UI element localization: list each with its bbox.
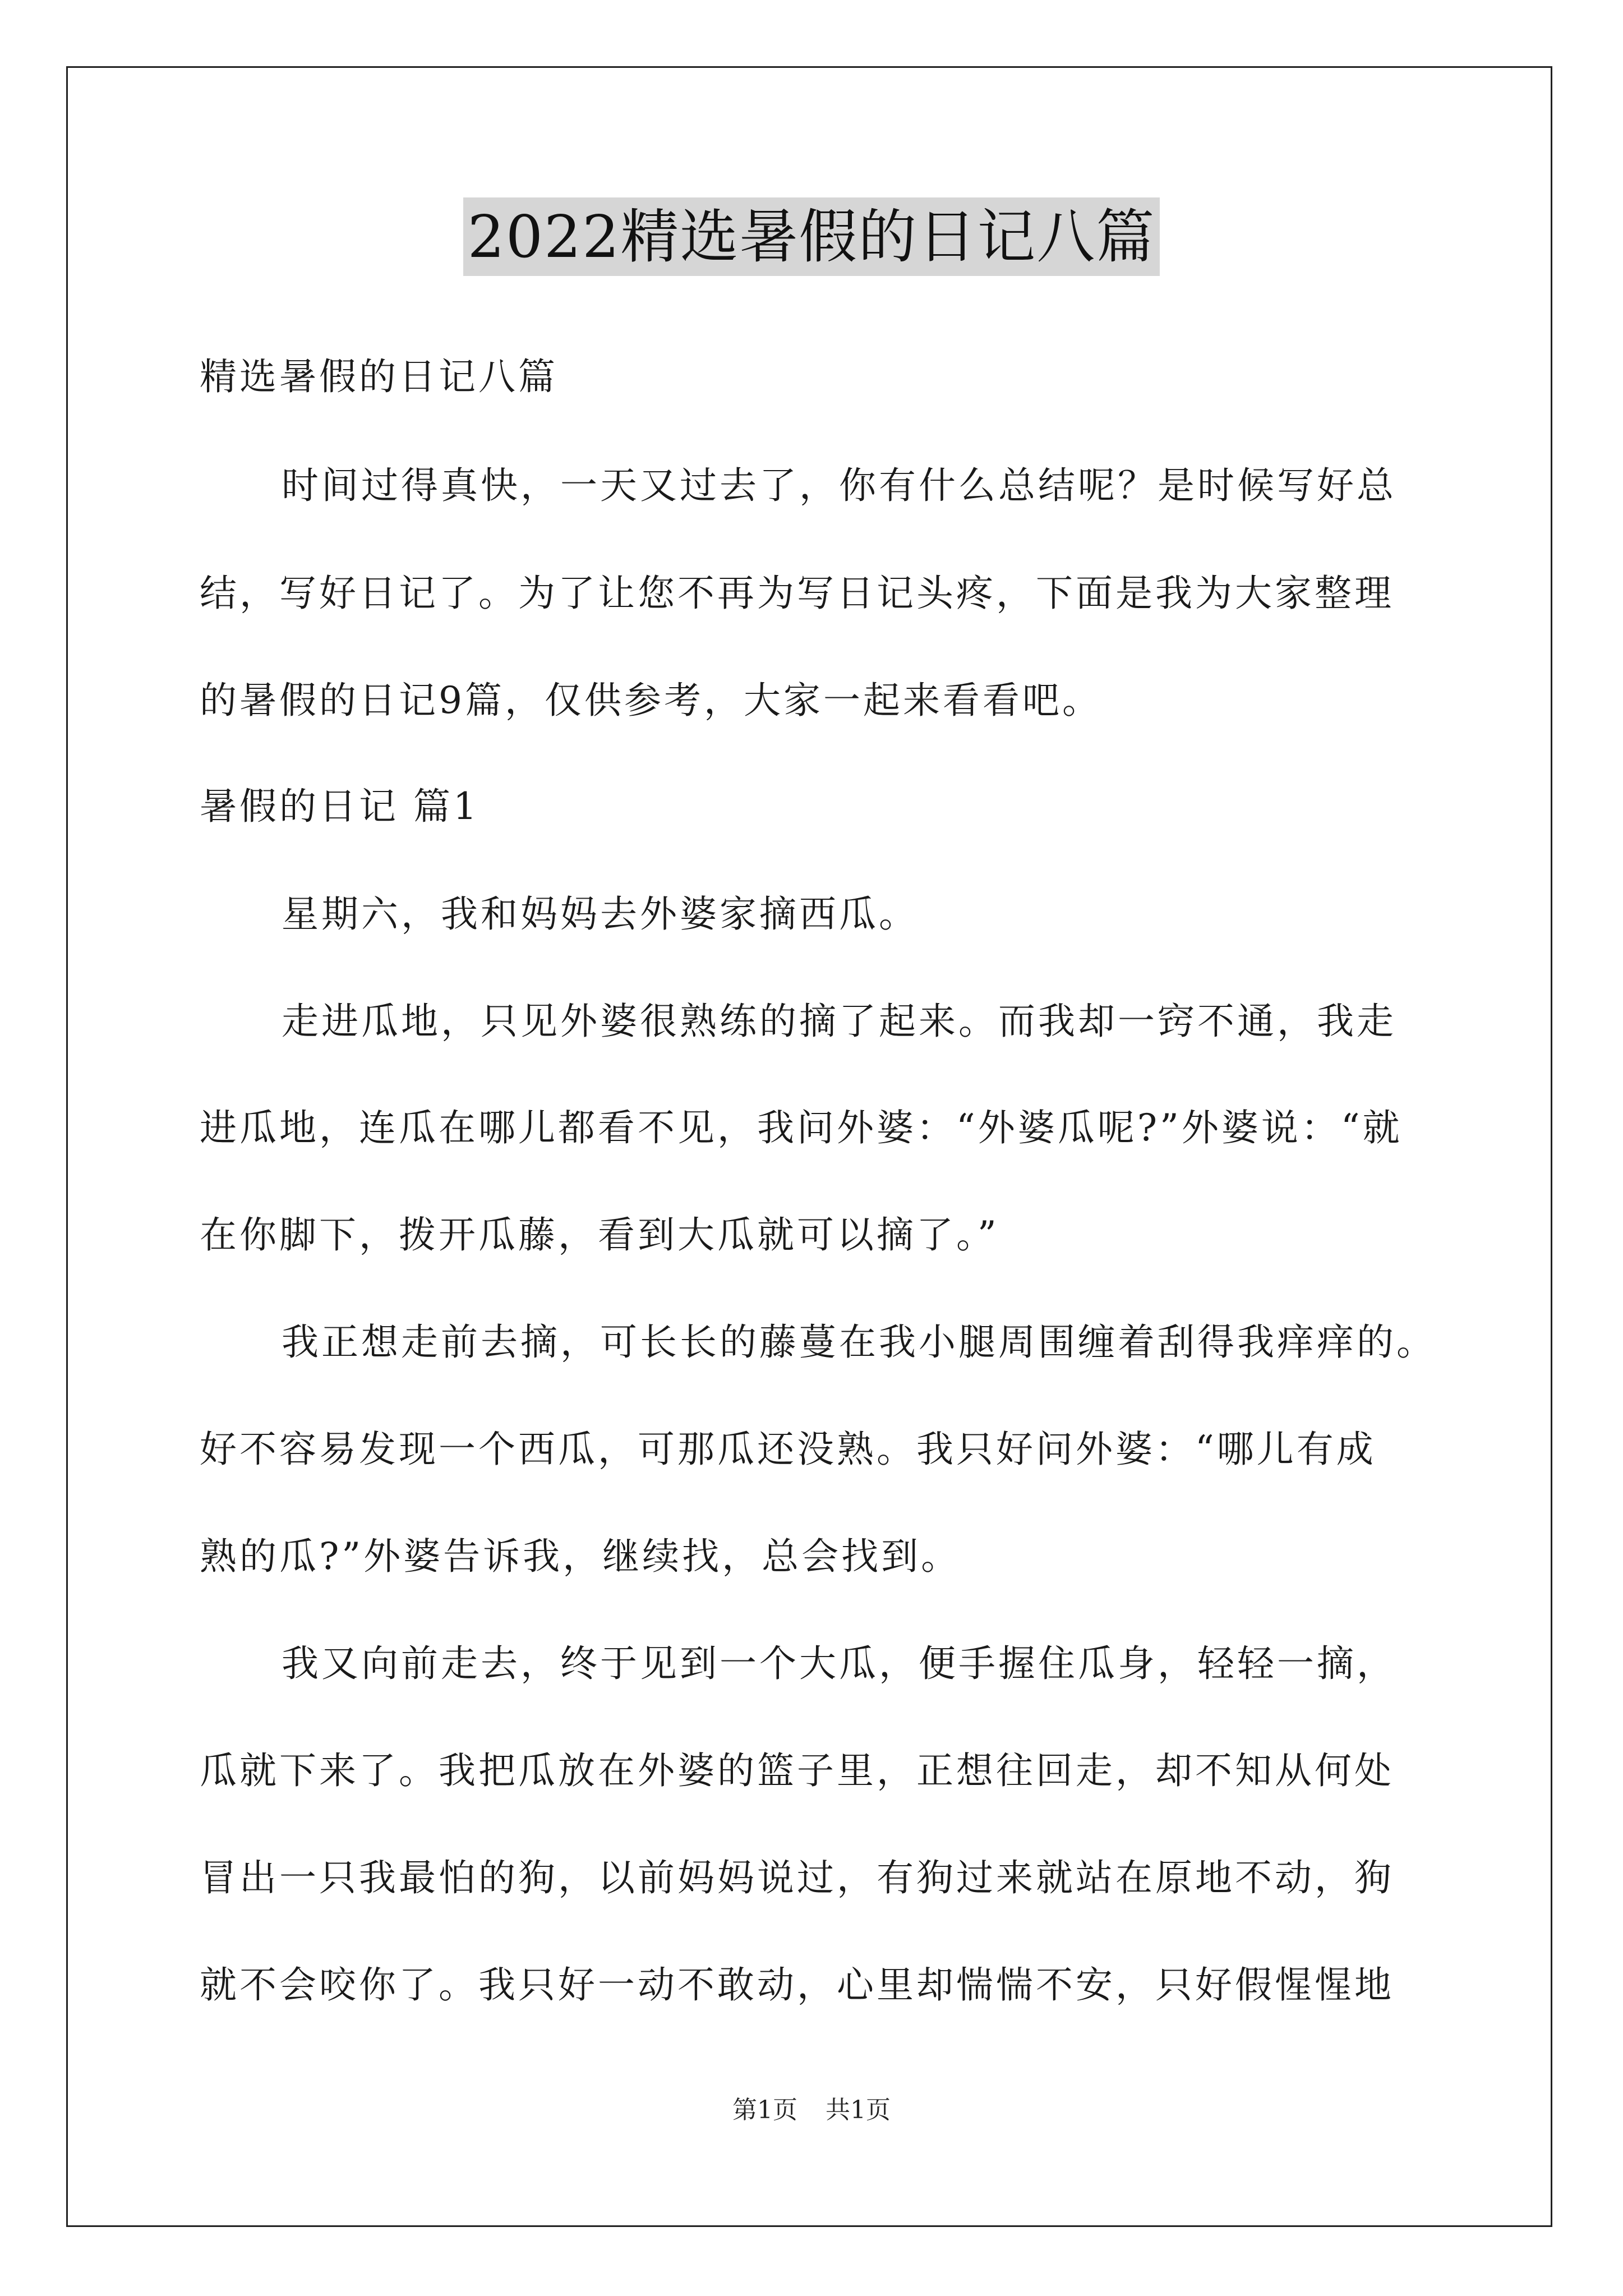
paragraph-line: 瓜就下来了。我把瓜放在外婆的篮子里，正想往回走，却不知从何处	[200, 1749, 1394, 1792]
title-area	[0, 197, 1623, 276]
paragraph-line: 进瓜地，连瓜在哪儿都看不见，我问外婆：“外婆瓜呢?”外婆说：“就	[200, 1106, 1403, 1149]
paragraph-line: 冒出一只我最怕的狗，以前妈妈说过，有狗过来就站在原地不动，狗	[200, 1856, 1394, 1899]
document-title: 2022精选暑假的日记八篇	[463, 197, 1160, 276]
paragraph-line: 的暑假的日记9篇，仅供参考，大家一起来看看吧。	[200, 679, 1102, 722]
paragraph-line: 熟的瓜?”外婆告诉我，继续找，总会找到。	[200, 1535, 961, 1578]
page-total: 共1页	[826, 2096, 891, 2124]
paragraph-line: 我正想走前去摘，可长长的藤蔓在我小腿周围缠着刮得我痒痒的。	[282, 1320, 1436, 1364]
paragraph-line: 就不会咬你了。我只好一动不敢动，心里却惴惴不安，只好假惺惺地	[200, 1963, 1394, 2007]
paragraph-line: 结，写好日记了。为了让您不再为写日记头疼，下面是我为大家整理	[200, 572, 1394, 615]
paragraph-line: 时间过得真快，一天又过去了，你有什么总结呢？是时候写好总	[282, 464, 1396, 507]
paragraph-line: 我又向前走去，终于见到一个大瓜，便手握住瓜身，轻轻一摘，	[282, 1642, 1396, 1685]
paragraph-line: 走进瓜地，只见外婆很熟练的摘了起来。而我却一窍不通，我走	[282, 1000, 1396, 1043]
paragraph-line: 星期六，我和妈妈去外婆家摘西瓜。	[282, 892, 919, 936]
paragraph-line: 好不容易发现一个西瓜，可那瓜还没熟。我只好问外婆：“哪儿有成	[200, 1428, 1376, 1471]
section-heading: 暑假的日记 篇1	[200, 785, 479, 828]
page-footer	[0, 2095, 1623, 2126]
page-number: 第1页	[732, 2096, 797, 2124]
paragraph-line: 在你脚下，拨开瓜藤，看到大瓜就可以摘了。”	[200, 1213, 999, 1257]
subtitle: 精选暑假的日记八篇	[200, 355, 558, 398]
